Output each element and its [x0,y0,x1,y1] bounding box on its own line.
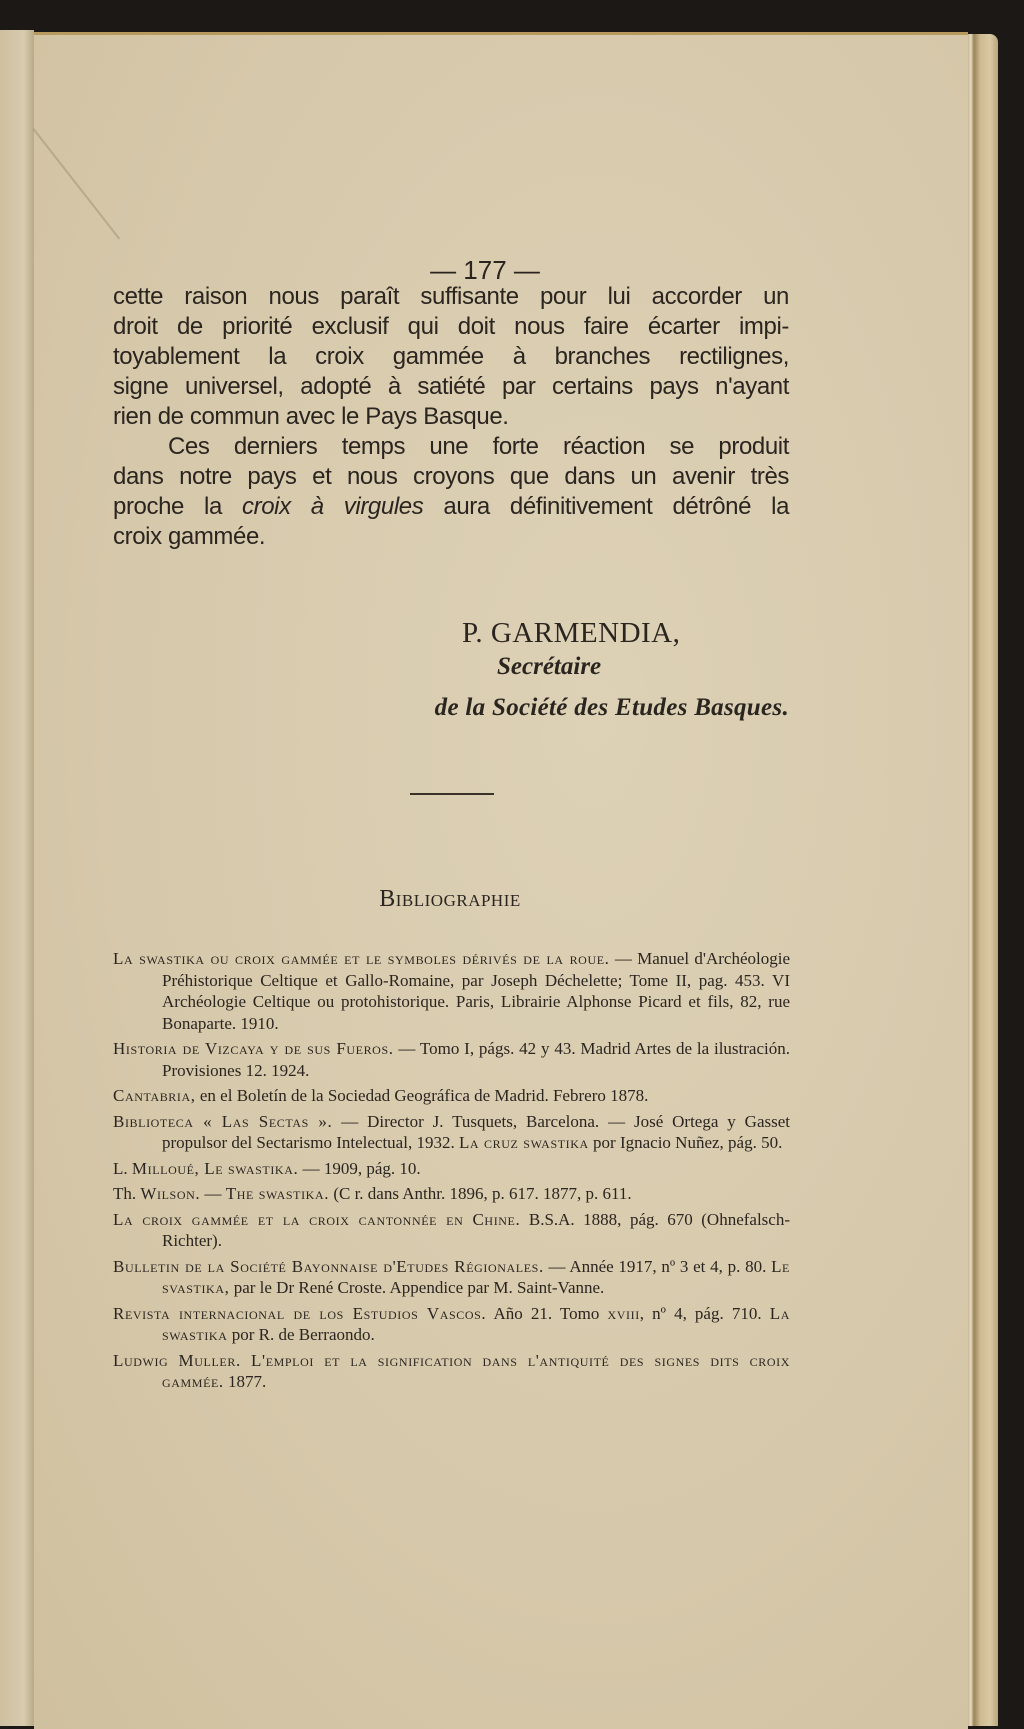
small-caps-title: Revista internacional de los Estudios Vascos. [113,1303,487,1323]
text-line [113,492,789,522]
bibliography-entry [113,1303,790,1346]
citation-text: (C r. dans Anthr. 1896, p. 617. 1877, p. 611. [329,1184,632,1203]
bibliography-list [113,948,790,1397]
bibliography-entry [113,1350,790,1393]
citation-text: Th. [113,1184,141,1203]
text-line: croix gammée. [113,523,266,550]
bibliography-heading: Bibliographie [379,886,521,912]
bibliography-entry [113,1085,790,1107]
small-caps-title: xviii [607,1303,640,1323]
citation-text: — Année 1917, nº 3 et 4, p. 80. [543,1256,772,1276]
citation-text: , nº 4, pág. 710. [639,1303,770,1323]
text-line: signe universel, adopté à satiété par certains pays n'ayant [113,373,789,400]
bibliography-entry [113,1209,790,1252]
citation-text: por Ignacio Nuñez, pág. 50. [588,1133,783,1152]
citation-text: por R. de Berraondo. [227,1325,375,1344]
text-run: proche la [113,493,243,520]
bibliography-entry [113,1256,790,1299]
citation-text: Año 21. Tomo [486,1303,608,1323]
small-caps-title: Bulletin de la Société Bayonnaise d'Etudes Régionales. [113,1256,544,1276]
text-line: droit de priorité exclusif qui doit nous faire écarter impi- [113,313,789,340]
section-divider [410,793,494,795]
text-line: toyablement la croix gammée à branches rectilignes, [113,343,789,370]
small-caps-title: Wilson. [140,1184,201,1203]
author-name: P. GARMENDIA, [462,617,681,649]
small-caps-title: Historia de Vizcaya y de sus Fueros. [113,1039,394,1058]
body-paragraph [113,282,789,552]
citation-text: B.S.A. 1888, pág. 670 (Ohnefalsch-Richter). [162,1209,790,1250]
citation-text: — Manuel d'Archéologie Préhistorique Celtique et Gallo-Romaine, par Joseph Déchelette; Tome II, pag. 453. VI Archéologie Celtique ou protohistorique. Paris, Librairie Alphonse Picard et fils, 82, rue Bonaparte. 1910. [162,949,790,1033]
citation-text: en el Boletín de la Sociedad Geográfica de Madrid. Febrero 1878. [195,1086,649,1105]
citation-text: L. [113,1158,132,1178]
facing-page-edge [0,30,34,1726]
small-caps-title: Ludwig Muller. L'emploi et la signification dans l'antiquité des signes dits croix gammée. [113,1350,790,1391]
small-caps-title: The swastika. [225,1184,330,1203]
small-caps-title: La swastika [162,1303,790,1344]
bibliography-entry [113,1158,790,1180]
bibliography-entry [113,1183,790,1205]
citation-text: 1877. [223,1372,267,1391]
author-role: Secrétaire [497,653,602,680]
text-line: cette raison nous paraît suffisante pour lui accorder un [113,283,789,310]
small-caps-title: Cantabria, [113,1086,196,1105]
citation-text: par le Dr René Croste. Appendice par M. Saint-Vanne. [229,1278,605,1297]
citation-text: — 1909, pág. 10. [298,1158,421,1178]
citation-text: — Director J. Tusquets, Barcelona. — José Ortega y Gasset propulsor del Sectarismo Intelectual, 1932. [162,1111,790,1152]
small-caps-title: Biblioteca « Las Sectas ». [113,1111,333,1131]
bibliography-entry [113,948,790,1034]
small-caps-title: Le svastika, [162,1256,790,1297]
page-number: — 177 — [430,255,540,285]
citation-text: — Tomo I, págs. 42 y 43. Madrid Artes de la ilustración. Provisiones 12. 1924. [162,1039,790,1080]
small-caps-title: La croix gammée et la croix cantonnée en Chine. [113,1209,521,1229]
text-line: dans notre pays et nous croyons que dans un avenir très [113,463,789,490]
text-run: aura définitivement détrôné la [423,493,790,520]
italic-term: croix à virgules [242,493,424,520]
bibliography-entry [113,1111,790,1154]
text-line: rien de commun avec le Pays Basque. [113,403,509,430]
citation-text: — [200,1184,226,1203]
small-caps-title: Milloué, Le swastika. [131,1158,299,1178]
small-caps-title: La cruz swastika [458,1133,589,1152]
text-line: Ces derniers temps une forte réaction se produit [168,433,789,460]
author-organization: de la Société des Etudes Basques. [434,694,789,721]
small-caps-title: La swastika ou croix gammée et le symboles dérivés de la roue. [113,949,610,968]
bibliography-entry [113,1038,790,1081]
